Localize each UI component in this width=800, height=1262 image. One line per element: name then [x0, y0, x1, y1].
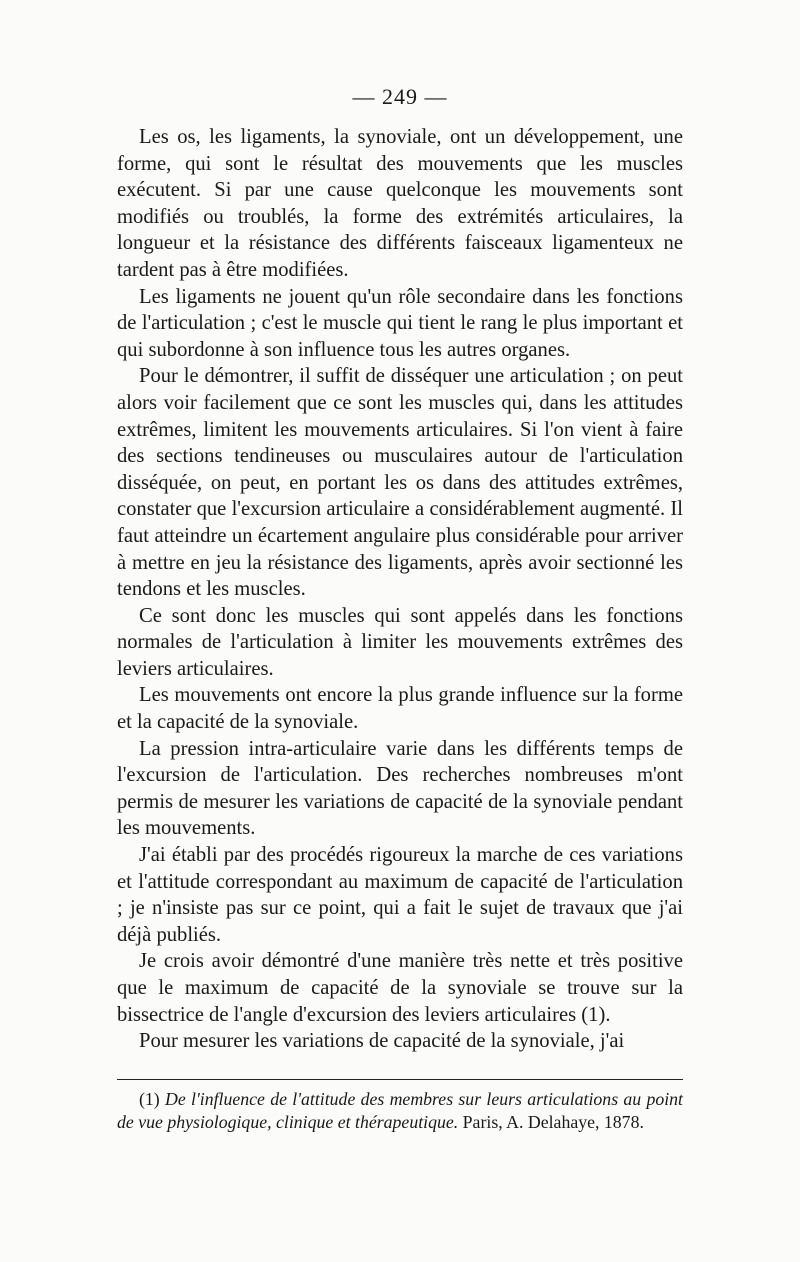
- footnote: [117, 1088, 683, 1133]
- paragraph: Les os, les ligaments, la synoviale, ont un développement, une forme, qui sont le résultat des mouvements que les muscles exécutent. Si par une cause quelconque les mouvements sont modifiés ou troublés, la forme des extrémités articulaires, la longueur et la résistance des différents faisceaux ligamenteux ne tardent pas à être modifiées.: [117, 126, 683, 281]
- paragraph: La pression intra-articulaire varie dans les différents temps de l'excursion de l'articulation. Des recherches nombreuses m'ont permis de mesurer les variations de capacité de la synoviale pendant les mouvements.: [117, 737, 683, 840]
- body-text: [117, 124, 683, 1055]
- paragraph: Les mouvements ont encore la plus grande influence sur la forme et la capacité de la synoviale.: [117, 684, 683, 734]
- footnote-publisher: Paris, A. Delahaye, 1878.: [462, 1111, 644, 1132]
- paragraph: Les ligaments ne jouent qu'un rôle secondaire dans les fonctions de l'articulation ; c'est le muscle qui tient le rang le plus important et qui subordonne à son influence tous les autres organes.: [117, 285, 683, 361]
- footnote-divider: [117, 1079, 683, 1080]
- paragraph: J'ai établi par des procédés rigoureux la marche de ces variations et l'attitude correspondant au maximum de capacité de l'articulation ; je n'insiste pas sur ce point, qui a fait le sujet de travaux que j'ai déjà publiés.: [117, 844, 683, 946]
- paragraph: Pour le démontrer, il suffit de disséquer une articulation ; on peut alors voir facilement que ce sont les muscles qui, dans les attitudes extrêmes, limitent les mouvements articulaires. Si l'on vient à faire des sections tendineuses ou musculaires autour de l'articulation disséquée, on peut, en portant les os dans des attitudes extrêmes, constater que l'excursion articulaire a considérablement augmenté. Il faut atteindre un écartement angulaire plus considérable pour arriver à mettre en jeu la résistance des ligaments, après avoir sectionné les tendons et les muscles.: [117, 365, 683, 601]
- footnote-marker: (1): [139, 1089, 160, 1109]
- paragraph: Ce sont donc les muscles qui sont appelés dans les fonctions normales de l'articulation à limiter les mouvements extrêmes des leviers articulaires.: [117, 604, 683, 680]
- paragraph: Je crois avoir démontré d'une manière très nette et très positive que le maximum de capacité de la synoviale se trouve sur la bissectrice de l'angle d'excursion des leviers articulaires (1).: [117, 950, 683, 1026]
- page-number: — 249 —: [352, 84, 448, 109]
- paragraph: Pour mesurer les variations de capacité de la synoviale, j'ai: [139, 1030, 625, 1053]
- footnote-title: De l'influence de l'attitude des membres sur leurs articulations au point de vue physiologique, clinique et thérapeutique.: [117, 1089, 683, 1132]
